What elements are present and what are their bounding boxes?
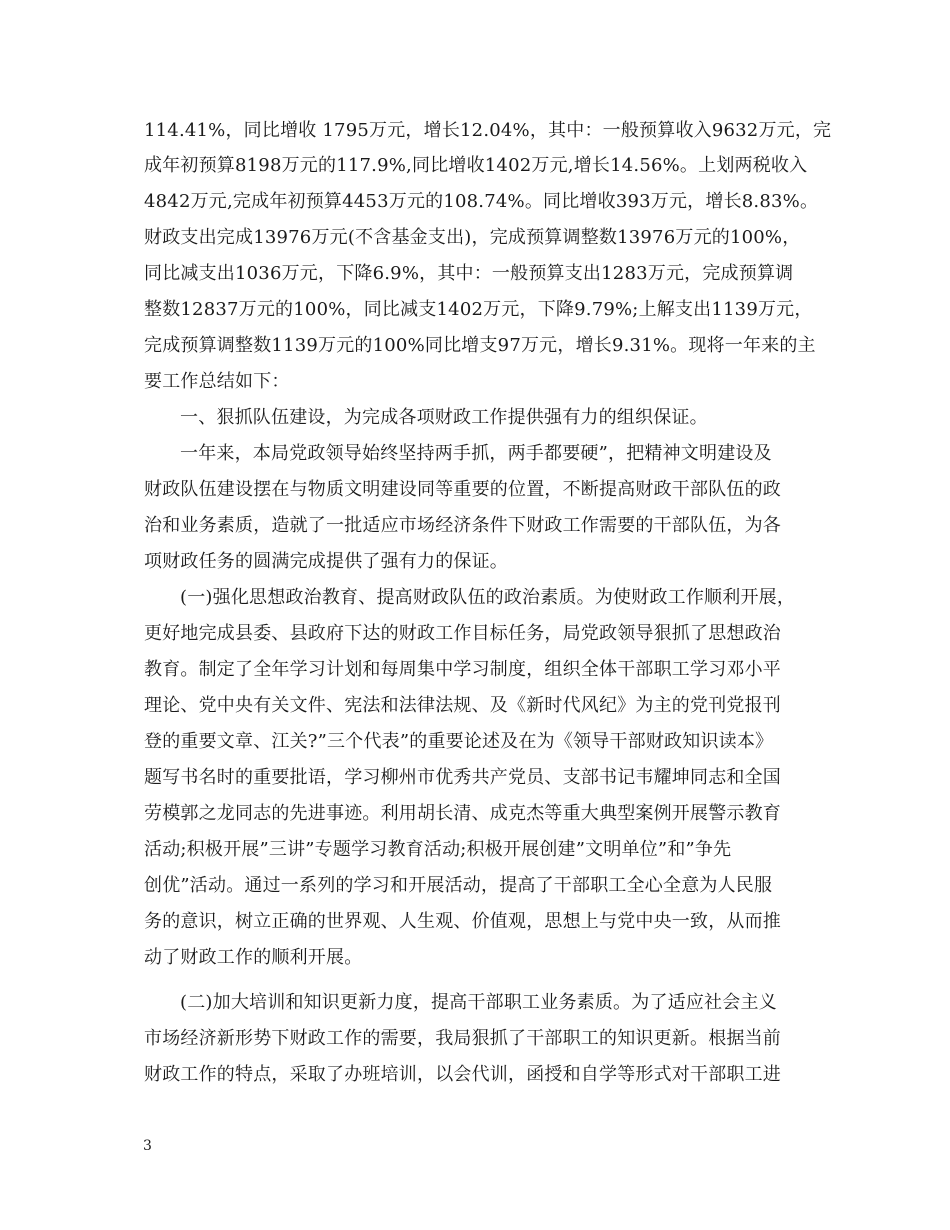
text-line: 劳模郭之龙同志的先进事迹。利用胡长清、成克杰等重大典型案例开展警示教育: [144, 803, 781, 824]
text-line: 创优”活动。通过一系列的学习和开展活动，提高了干部职工全心全意为人民服: [144, 875, 773, 896]
text-line: 同比减支出1036万元，下降6.9%，其中：一般预算支出1283万元，完成预算调: [144, 263, 794, 284]
text-line: 4842万元,完成年初预算4453万元的108.74%。同比增收393万元，增长8.83%。: [144, 191, 819, 212]
text-line: 财政支出完成13976万元(不含基金支出)，完成预算调整数13976万元的100%，: [144, 227, 801, 248]
text-line: 动了财政工作的顺利开展。: [144, 947, 363, 968]
text-line: 教育。制定了全年学习计划和每周集中学习制度，组织全体干部职工学习邓小平: [144, 659, 781, 680]
text-line: (一)强化思想政治教育、提高财政队伍的政治素质。为使财政工作顺利开展，: [180, 587, 796, 608]
text-line: 整数12837万元的100%，同比减支1402万元，下降9.79%;上解支出1139万元，: [144, 299, 813, 320]
text-line: 财政队伍建设摆在与物质文明建设同等重要的位置，不断提高财政干部队伍的政: [144, 479, 781, 500]
text-line: 活动;积极开展”三讲”专题学习教育活动;积极开展创建”文明单位”和”争先: [144, 839, 732, 860]
text-line: 项财政任务的圆满完成提供了强有力的保证。: [144, 551, 508, 572]
text-line: 成年初预算8198万元的117.9%,同比增收1402万元,增长14.56%。上划两税收入: [144, 155, 808, 176]
text-line: 题写书名时的重要批语，学习柳州市优秀共产党员、支部书记韦耀坤同志和全国: [144, 767, 781, 788]
text-line: 完成预算调整数1139万元的100%同比增支97万元，增长9.31%。现将一年来的主: [144, 335, 816, 356]
text-line: 务的意识，树立正确的世界观、人生观、价值观，思想上与党中央一致，从而推: [144, 911, 781, 932]
text-line: 114.41%，同比增收 1795万元，增长12.04%，其中：一般预算收入9632万元，完: [144, 120, 832, 141]
text-line: 财政工作的特点，采取了办班培训，以会代训，函授和自学等形式对干部职工进: [144, 1064, 781, 1085]
section-heading: 一、狠抓队伍建设，为完成各项财政工作提供强有力的组织保证。: [180, 407, 708, 428]
text-line: (二)加大培训和知识更新力度，提高干部职工业务素质。为了适应社会主义: [180, 992, 777, 1013]
text-line: 理论、党中央有关文件、宪法和法律法规、及《新时代风纪》为主的党刊党报刊: [144, 695, 781, 716]
text-line: 治和业务素质，造就了一批适应市场经济条件下财政工作需要的干部队伍，为各: [144, 515, 781, 536]
text-line: 更好地完成县委、县政府下达的财政工作目标任务，局党政领导狠抓了思想政治: [144, 623, 781, 644]
page-number: 3: [143, 1138, 152, 1154]
text-line: 市场经济新形势下财政工作的需要，我局狠抓了干部职工的知识更新。根据当前: [144, 1028, 781, 1049]
text-line: 一年来，本局党政领导始终坚持两手抓，两手都要硬”，把精神文明建设及: [180, 443, 772, 464]
text-line: 要工作总结如下：: [144, 371, 290, 392]
text-line: 登的重要文章、江关?”三个代表”的重要论述及在为《领导干部财政知识读本》: [144, 731, 774, 752]
